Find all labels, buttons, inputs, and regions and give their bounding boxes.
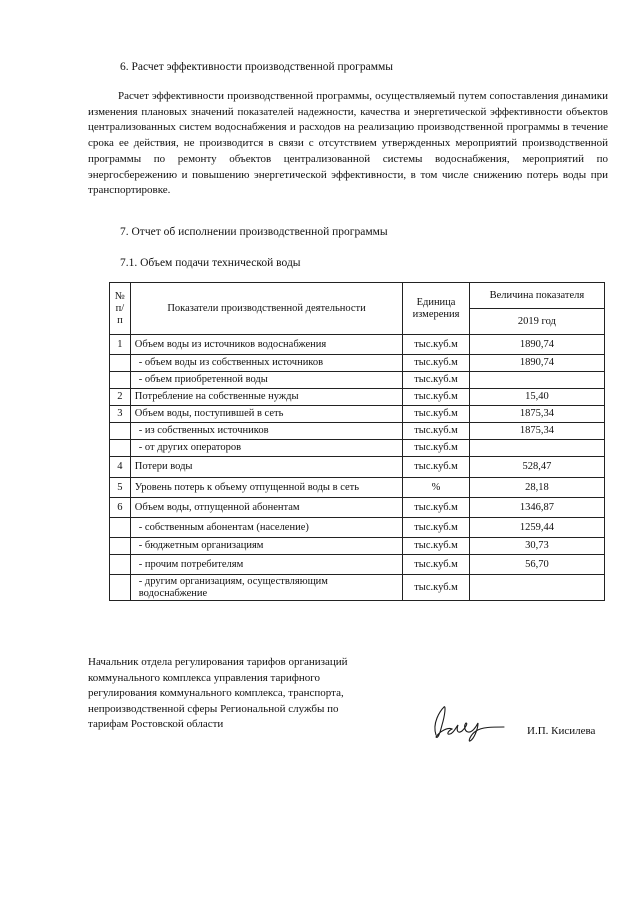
- table-row: [110, 478, 605, 498]
- row-indicator: Объем воды, отпущенной абонентам: [130, 498, 402, 518]
- row-indicator: - из собственных источников: [130, 423, 402, 440]
- table-row: [110, 423, 605, 440]
- row-number: [110, 355, 131, 372]
- handwritten-signature-icon: [428, 701, 506, 743]
- row-indicator: Объем воды, поступившей в сеть: [130, 406, 402, 423]
- header-value: Величина показателя: [469, 283, 604, 309]
- row-value: 28,18: [469, 478, 604, 498]
- header-unit: Единица измерения: [403, 283, 470, 335]
- row-unit: тыс.куб.м: [403, 555, 470, 575]
- table-header-row: [110, 283, 605, 309]
- row-unit: %: [403, 478, 470, 498]
- row-indicator: Потери воды: [130, 457, 402, 478]
- signature-block: [88, 655, 418, 733]
- table-row: [110, 389, 605, 406]
- row-number: 6: [110, 498, 131, 518]
- row-unit: тыс.куб.м: [403, 440, 470, 457]
- row-value: 528,47: [469, 457, 604, 478]
- signature-position-line: непроизводственной сферы Региональной службы по: [88, 702, 339, 715]
- row-value: 30,73: [469, 538, 604, 555]
- header-year: 2019 год: [469, 309, 604, 335]
- row-number: [110, 518, 131, 538]
- section-6-paragraph: Расчет эффективности производственной программы, осуществляемый путем сопоставления динамики изменения плановых значений показателей надежности, качества и энергетической эффективности объектов централизованных систем водоснабжения и расходов на реализацию производственной программы в течение срока ее действия, не производится в связи с отсутствием утвержденных мероприятий производственной программы по ремонту объектов централизованной системы водоснабжения, мероприятий по энергосбережению и повышению энергетической эффективности, в том числе снижению потерь воды при транспортировке.: [88, 90, 608, 197]
- row-unit: тыс.куб.м: [403, 518, 470, 538]
- signature-position-line: регулирования коммунального комплекса, транспорта,: [88, 687, 344, 699]
- row-value: 1346,87: [469, 498, 604, 518]
- signature-position-line: тарифам Ростовской области: [88, 718, 224, 730]
- section-6-heading: 6. Расчет эффективности производственной программы: [120, 61, 394, 73]
- row-value: 1875,34: [469, 406, 604, 423]
- row-unit: тыс.куб.м: [403, 406, 470, 423]
- row-indicator: - объем приобретенной воды: [130, 372, 402, 389]
- row-value: 1875,34: [469, 423, 604, 440]
- row-indicator: Уровень потерь к объему отпущенной воды в сеть: [130, 478, 402, 498]
- table-row: [110, 575, 605, 601]
- section-7-heading: 7. Отчет об исполнении производственной программы: [120, 226, 388, 238]
- table-row: [110, 335, 605, 355]
- row-value: [469, 575, 604, 601]
- row-value: [469, 440, 604, 457]
- row-unit: тыс.куб.м: [403, 538, 470, 555]
- row-number: [110, 555, 131, 575]
- header-indicator: Показатели производственной деятельности: [130, 283, 402, 335]
- table-row: [110, 518, 605, 538]
- row-value: [469, 372, 604, 389]
- row-value: 1890,74: [469, 355, 604, 372]
- row-unit: тыс.куб.м: [403, 372, 470, 389]
- row-value: 1890,74: [469, 335, 604, 355]
- row-number: [110, 423, 131, 440]
- row-indicator: - прочим потребителям: [130, 555, 402, 575]
- row-number: [110, 575, 131, 601]
- row-unit: тыс.куб.м: [403, 457, 470, 478]
- row-unit: тыс.куб.м: [403, 423, 470, 440]
- signature-position-line: Начальник отдела регулирования тарифов организаций: [88, 656, 348, 668]
- row-unit: тыс.куб.м: [403, 389, 470, 406]
- water-supply-table: [109, 282, 605, 601]
- row-unit: тыс.куб.м: [403, 575, 470, 601]
- table-row: [110, 355, 605, 372]
- row-number: 3: [110, 406, 131, 423]
- header-num: № п/п: [110, 283, 131, 335]
- row-number: 1: [110, 335, 131, 355]
- row-value: 56,70: [469, 555, 604, 575]
- row-unit: тыс.куб.м: [403, 355, 470, 372]
- signatory-name: И.П. Кисилева: [527, 725, 596, 737]
- section-7-1-heading: 7.1. Объем подачи технической воды: [120, 257, 301, 269]
- row-indicator: - бюджетным организациям: [130, 538, 402, 555]
- table-row: [110, 555, 605, 575]
- row-indicator: - объем воды из собственных источников: [130, 355, 402, 372]
- row-number: [110, 440, 131, 457]
- row-number: 5: [110, 478, 131, 498]
- row-unit: тыс.куб.м: [403, 498, 470, 518]
- table-row: [110, 538, 605, 555]
- row-number: [110, 538, 131, 555]
- table-row: [110, 457, 605, 478]
- table-row: [110, 440, 605, 457]
- row-number: 2: [110, 389, 131, 406]
- row-number: 4: [110, 457, 131, 478]
- table-row: [110, 406, 605, 423]
- row-indicator: - от других операторов: [130, 440, 402, 457]
- row-unit: тыс.куб.м: [403, 335, 470, 355]
- table-row: [110, 498, 605, 518]
- row-indicator: Объем воды из источников водоснабжения: [130, 335, 402, 355]
- row-indicator: - собственным абонентам (население): [130, 518, 402, 538]
- signature-position-line: коммунального комплекса управления тарифного: [88, 671, 320, 684]
- row-value: 15,40: [469, 389, 604, 406]
- row-value: 1259,44: [469, 518, 604, 538]
- row-indicator: - другим организациям, осуществляющим водоснабжение: [130, 575, 402, 601]
- row-number: [110, 372, 131, 389]
- table-row: [110, 372, 605, 389]
- row-indicator: Потребление на собственные нужды: [130, 389, 402, 406]
